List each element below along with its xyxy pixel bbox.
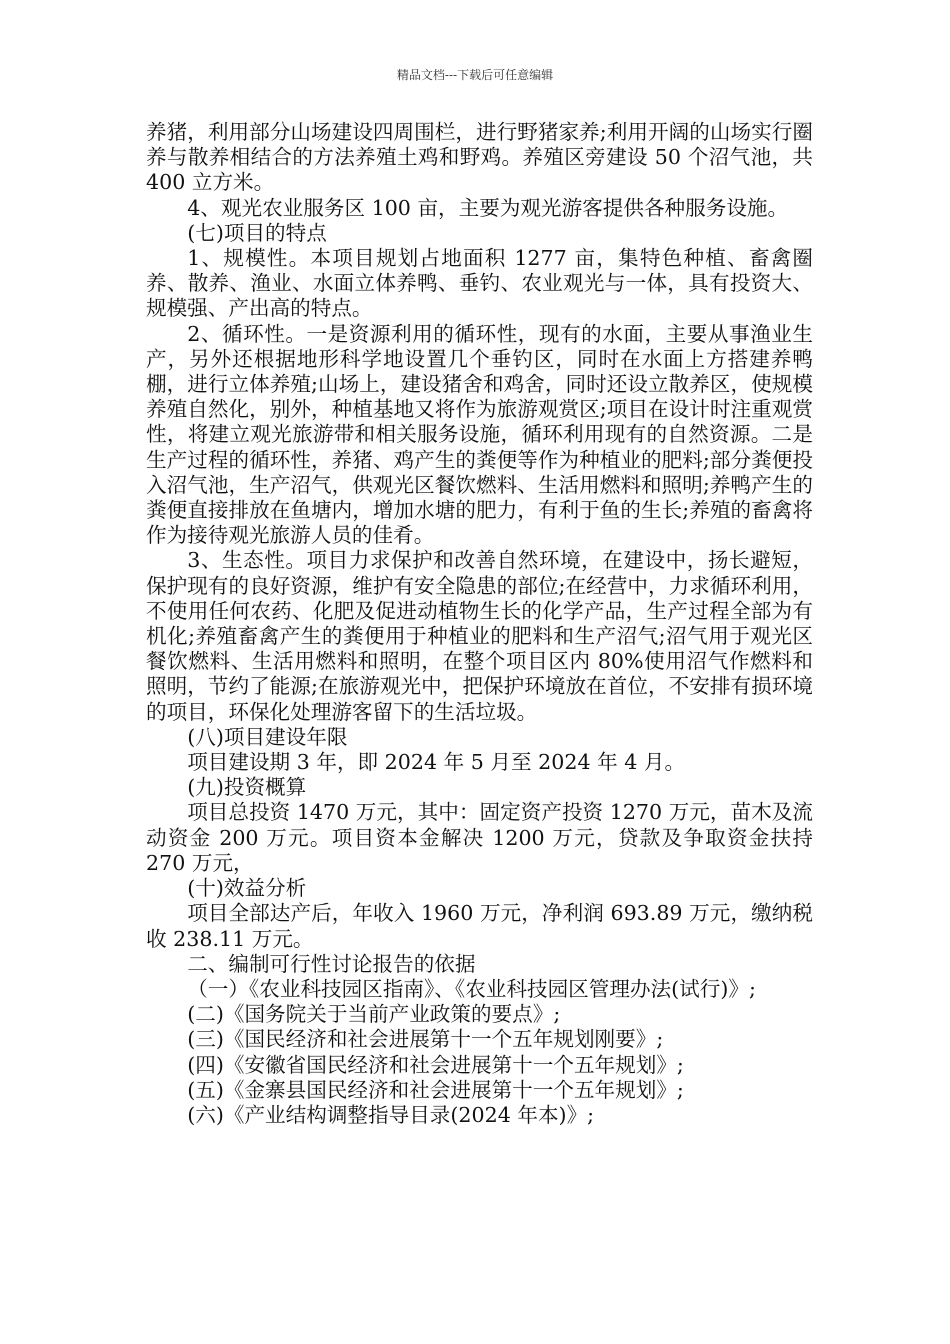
basis-item-2: (二)《国务院关于当前产业政策的要点》; [187, 1002, 561, 1027]
paragraph-ecology: 3、生态性。项目力求保护和改善自然环境，在建设中，扬长避短，保护现有的良好资源，维护有安全隐患的部位;在经营中，力求循环利用，不使用任何农药、化肥及促进动植物生长的化学产品，生产过程全部为有机化;养殖畜禽产生的粪便用于种植业的肥料和生产沼气;沼气用于观光区餐饮燃料、生活用燃料和照明，在整个项目区内 80%使用沼气作燃料和照明，节约了能源;在旅游观光中，把保护环境放在首位，不安排有损环境的项目，环保化处理游客留下的生活垃圾。 [146, 548, 813, 724]
section-heading-8: (八)项目建设年限 [187, 724, 348, 749]
section-heading-7: (七)项目的特点 [187, 220, 327, 245]
basis-item-5: (五)《金寨县国民经济和社会进展第十一个五年规划》; [187, 1077, 684, 1102]
paragraph-investment: 项目总投资 1470 万元，其中：固定资产投资 1270 万元，苗木及流动资金 200 万元。项目资本金解决 1200 万元，贷款及争取资金扶持 270 万元， [146, 800, 813, 875]
basis-item-3: (三)《国民经济和社会进展第十一个五年规划刚要》; [187, 1027, 664, 1052]
basis-item-6: (六)《产业结构调整指导目录(2024 年本)》; [187, 1102, 595, 1127]
paragraph-cycle: 2、循环性。一是资源利用的循环性，现有的水面，主要从事渔业生产，另外还根据地形科学地设置几个垂钓区，同时在水面上方搭建养鸭棚，进行立体养殖;山场上，建设猪舍和鸡舍，同时还设立散养区，使规模养殖自然化，别外，种植基地又将作为旅游观赏区;项目在设计时注重观赏性，将建立观光旅游带和相关服务设施，循环利用现有的自然资源。二是生产过程的循环性，养猪、鸡产生的粪便等作为种植业的肥料;部分粪便投入沼气池，生产沼气，供观光区餐饮燃料、生活用燃料和照明;养鸭产生的粪便直接排放在鱼塘内，增加水塘的肥力，有利于鱼的生长;养殖的畜禽将作为接待观光旅游人员的佳肴。 [146, 321, 813, 548]
basis-item-4: (四)《安徽省国民经济和社会进展第十一个五年规划》; [187, 1052, 684, 1077]
paragraph-benefit: 项目全部达产后，年收入 1960 万元，净利润 693.89 万元，缴纳税收 238.11 万元。 [146, 901, 813, 951]
paragraph-scale: 1、规模性。本项目规划占地面积 1277 亩，集特色种植、畜禽圈养、散养、渔业、水面立体养鸭、垂钓、农业观光与一体，具有投资大、规模强、产出高的特点。 [146, 246, 813, 321]
paragraph-1: 养猪，利用部分山场建设四周围栏，进行野猪家养;利用开阔的山场实行圈养与散养相结合的方法养殖土鸡和野鸡。养殖区旁建设 50 个沼气池，共 400 立方米。 [146, 120, 813, 195]
section-heading-10: (十)效益分析 [187, 876, 307, 901]
section-heading-9: (九)投资概算 [187, 775, 307, 800]
paragraph-2: 4、观光农业服务区 100 亩，主要为观光游客提供各种服务设施。 [187, 195, 789, 220]
chapter-heading-2: 二、编制可行性讨论报告的依据 [187, 951, 476, 976]
basis-item-1: （一）《农业科技园区指南》、《农业科技园区管理办法(试行)》; [187, 976, 756, 1001]
paragraph-timeline: 项目建设期 3 年，即 2024 年 5 月至 2024 年 4 月。 [187, 750, 686, 775]
document-body [146, 120, 813, 1128]
page-header: 精品文档---下载后可任意编辑 [396, 68, 554, 82]
